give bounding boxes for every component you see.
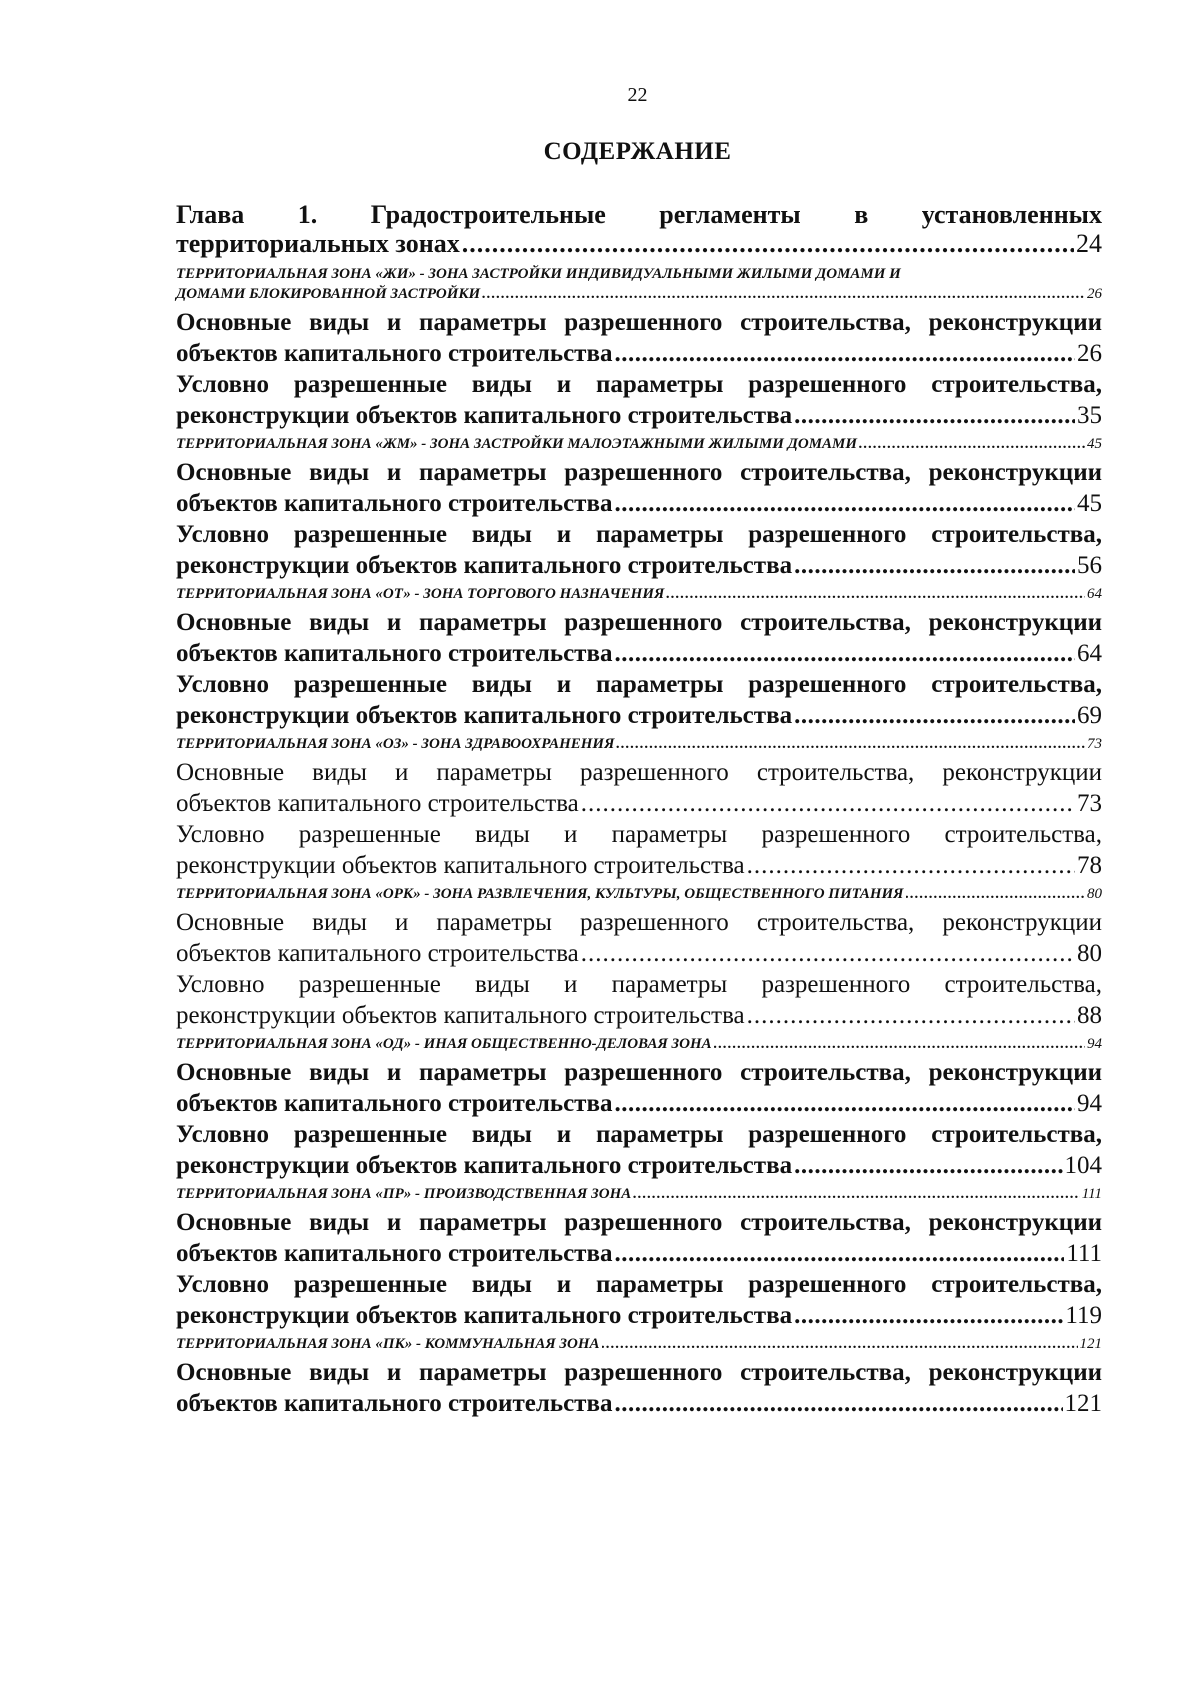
page-ref: 80 — [1087, 886, 1102, 902]
subsection-line2: реконструкции объектов капитального строительства — [176, 402, 793, 429]
dot-leader — [794, 1300, 1063, 1331]
subsection-line2: реконструкции объектов капитального строительства — [176, 1002, 745, 1029]
page-ref: 26 — [1077, 340, 1102, 367]
page-ref: 45 — [1087, 436, 1102, 452]
page-title: СОДЕРЖАНИЕ — [543, 138, 732, 165]
dot-leader — [794, 400, 1075, 431]
dot-leader — [614, 1088, 1075, 1119]
subsection-line2: реконструкции объектов капитального строительства — [176, 552, 793, 579]
page-ref: 73 — [1077, 790, 1102, 817]
subsection-line1: Основные виды и параметры разрешенного строительства, реконструкции — [176, 309, 1102, 336]
zone-heading-line2: ДОМАМИ БЛОКИРОВАННОЙ ЗАСТРОЙКИ — [176, 286, 481, 302]
toc-zone-entry[interactable] — [176, 734, 1102, 754]
dot-leader — [614, 488, 1075, 519]
toc-subsection-entry[interactable] — [176, 1119, 1102, 1181]
page-ref: 78 — [1077, 852, 1102, 879]
subsection-line2: объектов капитального строительства — [176, 490, 613, 517]
page-ref: 94 — [1077, 1090, 1102, 1117]
subsection-line2: объектов капитального строительства — [176, 1390, 613, 1417]
toc-subsection-entry[interactable] — [176, 907, 1102, 969]
page-ref: 80 — [1077, 940, 1102, 967]
dot-leader — [614, 638, 1075, 669]
subsection-line2: реконструкции объектов капитального строительства — [176, 1302, 793, 1329]
page-ref: 24 — [1076, 229, 1102, 258]
page-number: 22 — [627, 84, 648, 106]
subsection-line2: объектов капитального строительства — [176, 340, 613, 367]
page-ref: 94 — [1087, 1036, 1102, 1052]
zone-heading: ТЕРРИТОРИАЛЬНАЯ ЗОНА «ОРК» - ЗОНА РАЗВЛЕЧЕНИЯ, КУЛЬТУРЫ, ОБЩЕСТВЕННОГО ПИТАНИЯ — [176, 886, 904, 902]
page-ref: 119 — [1065, 1302, 1102, 1329]
toc-subsection-entry[interactable] — [176, 1207, 1102, 1269]
toc-zone-entry[interactable] — [176, 264, 1102, 304]
zone-heading: ТЕРРИТОРИАЛЬНАЯ ЗОНА «ОЗ» - ЗОНА ЗДРАВООХРАНЕНИЯ — [176, 736, 615, 752]
zone-heading: ТЕРРИТОРИАЛЬНАЯ ЗОНА «ПР» - ПРОИЗВОДСТВЕННАЯ ЗОНА — [176, 1186, 632, 1202]
subsection-line1: Основные виды и параметры разрешенного строительства, реконструкции — [176, 1359, 1102, 1386]
subsection-line2: объектов капитального строительства — [176, 1090, 613, 1117]
dot-leader — [581, 938, 1075, 969]
toc-subsection-entry[interactable] — [176, 1269, 1102, 1331]
page-ref: 121 — [1064, 1390, 1102, 1417]
page-ref: 56 — [1077, 552, 1102, 579]
toc-subsection-entry[interactable] — [176, 819, 1102, 881]
page-ref: 88 — [1077, 1002, 1102, 1029]
subsection-line2: реконструкции объектов капитального строительства — [176, 852, 745, 879]
page-ref: 35 — [1077, 402, 1102, 429]
dot-leader — [747, 850, 1075, 881]
toc-subsection-entry[interactable] — [176, 369, 1102, 431]
dot-leader — [714, 1034, 1085, 1054]
toc-chapter-entry[interactable] — [176, 200, 1102, 258]
table-of-contents — [176, 200, 1102, 1419]
zone-heading: ТЕРРИТОРИАЛЬНАЯ ЗОНА «ОТ» - ЗОНА ТОРГОВОГО НАЗНАЧЕНИЯ — [176, 586, 665, 602]
toc-subsection-entry[interactable] — [176, 969, 1102, 1031]
subsection-line2: объектов капитального строительства — [176, 940, 579, 967]
dot-leader — [614, 338, 1075, 369]
subsection-line1: Условно разрешенные виды и параметры разрешенного строительства, — [176, 821, 1102, 848]
toc-subsection-entry[interactable] — [176, 1057, 1102, 1119]
subsection-line2: объектов капитального строительства — [176, 790, 579, 817]
zone-heading-line1: ТЕРРИТОРИАЛЬНАЯ ЗОНА «ЖИ» - ЗОНА ЗАСТРОЙКИ ИНДИВИДУАЛЬНЫМИ ЖИЛЫМИ ДОМАМИ И — [176, 266, 901, 282]
subsection-line1: Условно разрешенные виды и параметры разрешенного строительства, — [176, 971, 1102, 998]
subsection-line1: Основные виды и параметры разрешенного строительства, реконструкции — [176, 759, 1102, 786]
toc-subsection-entry[interactable] — [176, 307, 1102, 369]
page-ref: 121 — [1079, 1336, 1102, 1352]
page-ref: 111 — [1066, 1240, 1102, 1267]
subsection-line1: Основные виды и параметры разрешенного строительства, реконструкции — [176, 459, 1102, 486]
subsection-line1: Основные виды и параметры разрешенного строительства, реконструкции — [176, 609, 1102, 636]
subsection-line2: объектов капитального строительства — [176, 1240, 613, 1267]
dot-leader — [614, 1238, 1064, 1269]
toc-subsection-entry[interactable] — [176, 1357, 1102, 1419]
toc-zone-entry[interactable] — [176, 1334, 1102, 1354]
subsection-line2: объектов капитального строительства — [176, 640, 613, 667]
subsection-line1: Условно разрешенные виды и параметры разрешенного строительства, — [176, 521, 1102, 548]
subsection-line1: Основные виды и параметры разрешенного строительства, реконструкции — [176, 1059, 1102, 1086]
zone-heading: ТЕРРИТОРИАЛЬНАЯ ЗОНА «ПК» - КОММУНАЛЬНАЯ ЗОНА — [176, 1336, 600, 1352]
page-ref: 104 — [1064, 1152, 1102, 1179]
toc-subsection-entry[interactable] — [176, 457, 1102, 519]
page-ref: 73 — [1087, 736, 1102, 752]
page-ref: 111 — [1081, 1186, 1102, 1202]
zone-heading: ТЕРРИТОРИАЛЬНАЯ ЗОНА «ОД» - ИНАЯ ОБЩЕСТВЕННО-ДЕЛОВАЯ ЗОНА — [176, 1036, 712, 1052]
subsection-line1: Условно разрешенные виды и параметры разрешенного строительства, — [176, 1121, 1102, 1148]
dot-leader — [482, 284, 1085, 304]
subsection-line1: Условно разрешенные виды и параметры разрешенного строительства, — [176, 671, 1102, 698]
subsection-line2: реконструкции объектов капитального строительства — [176, 702, 793, 729]
dot-leader — [794, 1150, 1062, 1181]
dot-leader — [581, 788, 1075, 819]
subsection-line1: Основные виды и параметры разрешенного строительства, реконструкции — [176, 1209, 1102, 1236]
toc-subsection-entry[interactable] — [176, 519, 1102, 581]
page-ref: 26 — [1087, 286, 1102, 302]
toc-zone-entry[interactable] — [176, 884, 1102, 904]
dot-leader — [747, 1000, 1075, 1031]
subsection-line1: Условно разрешенные виды и параметры разрешенного строительства, — [176, 371, 1102, 398]
toc-zone-entry[interactable] — [176, 1034, 1102, 1054]
dot-leader — [666, 584, 1085, 604]
zone-heading: ТЕРРИТОРИАЛЬНАЯ ЗОНА «ЖМ» - ЗОНА ЗАСТРОЙКИ МАЛОЭТАЖНЫМИ ЖИЛЫМИ ДОМАМИ — [176, 436, 858, 452]
zones-list — [176, 264, 1102, 1419]
dot-leader — [794, 700, 1075, 731]
dot-leader — [794, 550, 1075, 581]
dot-leader — [906, 884, 1085, 904]
chapter-title-line2: территориальных зонах — [176, 229, 460, 258]
toc-subsection-entry[interactable] — [176, 669, 1102, 731]
toc-subsection-entry[interactable] — [176, 757, 1102, 819]
subsection-line1: Основные виды и параметры разрешенного строительства, реконструкции — [176, 909, 1102, 936]
page-ref: 64 — [1087, 586, 1102, 602]
page-ref: 45 — [1077, 490, 1102, 517]
toc-zone-entry[interactable] — [176, 584, 1102, 604]
page-ref: 64 — [1077, 640, 1102, 667]
toc-zone-entry[interactable] — [176, 1184, 1102, 1204]
dot-leader — [602, 1334, 1078, 1354]
dot-leader — [859, 434, 1085, 454]
toc-zone-entry[interactable] — [176, 434, 1102, 454]
dot-leader — [633, 1184, 1079, 1204]
page-ref: 69 — [1077, 702, 1102, 729]
chapter-title-line1: Глава 1. Градостроительные регламенты в установленных — [176, 200, 1102, 229]
toc-subsection-entry[interactable] — [176, 607, 1102, 669]
subsection-line1: Условно разрешенные виды и параметры разрешенного строительства, — [176, 1271, 1102, 1298]
dot-leader — [614, 1388, 1062, 1419]
dot-leader — [616, 734, 1085, 754]
subsection-line2: реконструкции объектов капитального строительства — [176, 1152, 793, 1179]
dot-leader — [462, 229, 1074, 258]
